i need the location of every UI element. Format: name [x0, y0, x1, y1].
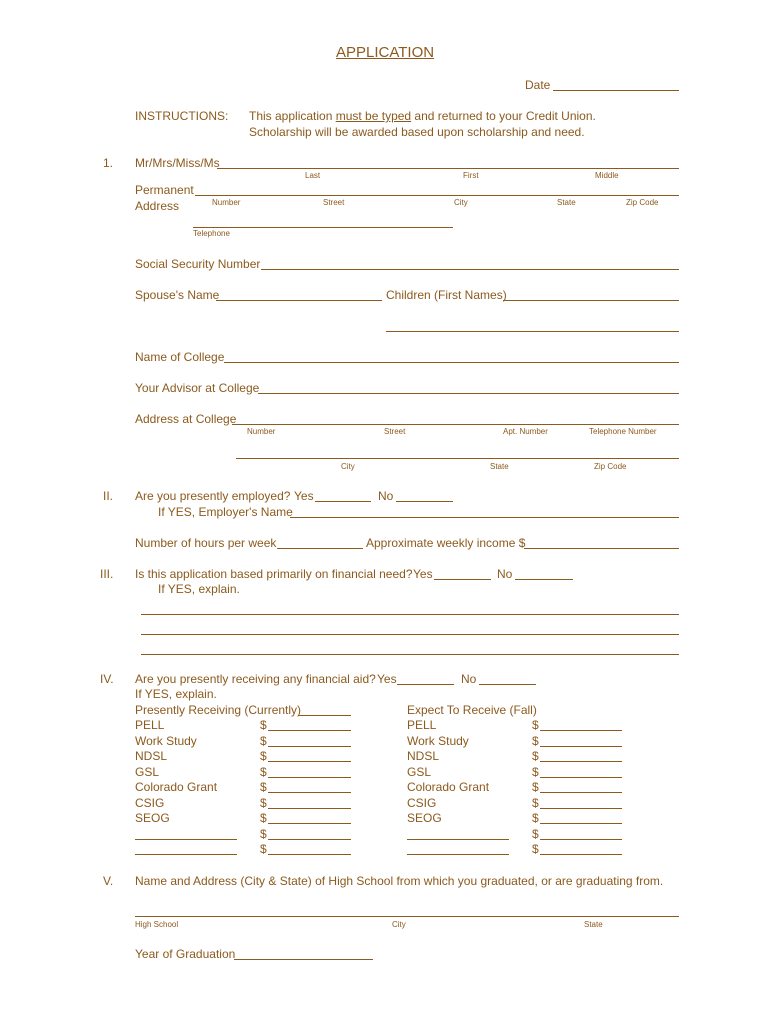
current-aid-dollar-sign: $	[260, 796, 267, 810]
section-2-number: II.	[103, 489, 114, 503]
children-field-2[interactable]	[386, 331, 679, 332]
expect-aid-amount-field[interactable]	[540, 730, 622, 731]
current-aid-dollar-sign: $	[260, 811, 267, 825]
expect-aid-dollar-sign: $	[532, 749, 539, 763]
hs-sub-state: State	[584, 920, 603, 929]
date-label: Date	[525, 78, 551, 92]
graduation-year-field[interactable]	[234, 959, 373, 960]
instructions-label: INSTRUCTIONS:	[135, 109, 229, 123]
current-aid-header-field[interactable]	[298, 715, 351, 716]
expect-aid-label: PELL	[407, 718, 437, 732]
current-aid-label: Work Study	[135, 734, 197, 748]
college-sub-number: Number	[247, 427, 276, 436]
current-aid-dollar-sign: $	[260, 734, 267, 748]
name-label: Mr/Mrs/Miss/Ms	[135, 156, 220, 170]
employer-label: If YES, Employer's Name	[158, 505, 293, 519]
instructions-line-1: This application must be typed and returned to your Credit Union.	[249, 109, 596, 123]
current-aid-amount-field[interactable]	[268, 839, 351, 840]
permanent-address-field[interactable]	[195, 195, 679, 196]
employed-question: Are you presently employed?	[135, 489, 291, 503]
need-question: Is this application based primarily on financial need?	[135, 567, 413, 581]
address-label: Address	[135, 199, 180, 213]
section-3-number: III.	[100, 567, 114, 581]
need-yes-label: Yes	[413, 567, 433, 581]
expect-aid-dollar-sign: $	[532, 765, 539, 779]
expect-aid-amount-field[interactable]	[540, 823, 622, 824]
advisor-field[interactable]	[258, 393, 679, 394]
need-explain-line-1[interactable]	[141, 614, 679, 615]
employed-no-label: No	[378, 489, 394, 503]
current-aid-dollar-sign: $	[260, 780, 267, 794]
expect-aid-header: Expect To Receive (Fall)	[407, 703, 537, 717]
page-title: APPLICATION	[336, 44, 435, 61]
telephone-label: Telephone	[193, 229, 230, 238]
expect-aid-amount-field[interactable]	[540, 854, 622, 855]
college-address-label: Address at College	[135, 412, 237, 426]
current-aid-other-name-field[interactable]	[135, 854, 237, 855]
college-field[interactable]	[224, 362, 679, 363]
perm-sub-state: State	[557, 198, 576, 207]
telephone-field[interactable]	[193, 227, 453, 228]
expect-aid-amount-field[interactable]	[540, 761, 622, 762]
name-sub-last: Last	[305, 171, 321, 180]
perm-sub-street: Street	[323, 198, 345, 207]
expect-aid-label: NDSL	[407, 749, 440, 763]
need-yes-field[interactable]	[434, 579, 491, 580]
perm-sub-zip: Zip Code	[626, 198, 659, 207]
need-explain-line-2[interactable]	[141, 634, 679, 635]
current-aid-header: Presently Receiving (Currently)	[135, 703, 302, 717]
current-aid-amount-field[interactable]	[268, 823, 351, 824]
section-4-number: IV.	[100, 672, 114, 686]
expect-aid-dollar-sign: $	[532, 811, 539, 825]
expect-aid-label: GSL	[407, 765, 432, 779]
college-sub-state: State	[490, 462, 509, 471]
ssn-label: Social Security Number	[135, 257, 261, 271]
aid-yes-field[interactable]	[397, 684, 454, 685]
expect-aid-dollar-sign: $	[532, 780, 539, 794]
hours-field[interactable]	[277, 548, 363, 549]
high-school-question: Name and Address (City & State) of High School from which you graduated, or are graduating from.	[135, 874, 664, 888]
date-field[interactable]	[553, 90, 679, 91]
need-no-label: No	[497, 567, 513, 581]
current-aid-amount-field[interactable]	[268, 730, 351, 731]
current-aid-amount-field[interactable]	[268, 761, 351, 762]
need-explain-line-3[interactable]	[141, 654, 679, 655]
expect-aid-other-name-field[interactable]	[407, 839, 509, 840]
current-aid-amount-field[interactable]	[268, 808, 351, 809]
expect-aid-other-name-field[interactable]	[407, 854, 509, 855]
expect-aid-amount-field[interactable]	[540, 792, 622, 793]
instructions-line-2: Scholarship will be awarded based upon scholarship and need.	[249, 125, 585, 139]
expect-aid-label: Work Study	[407, 734, 469, 748]
current-aid-other-name-field[interactable]	[135, 839, 237, 840]
current-aid-dollar-sign: $	[260, 749, 267, 763]
name-sub-middle: Middle	[595, 171, 619, 180]
perm-sub-city: City	[454, 198, 468, 207]
expect-aid-dollar-sign: $	[532, 718, 539, 732]
current-aid-label: PELL	[135, 718, 165, 732]
current-aid-dollar-sign: $	[260, 842, 267, 856]
current-aid-amount-field[interactable]	[268, 792, 351, 793]
college-sub-zip: Zip Code	[594, 462, 627, 471]
expect-aid-dollar-sign: $	[532, 796, 539, 810]
hs-sub-school: High School	[135, 920, 179, 929]
employed-yes-field[interactable]	[315, 501, 371, 502]
current-aid-amount-field[interactable]	[268, 746, 351, 747]
aid-yes-label: Yes	[377, 672, 397, 686]
employer-field[interactable]	[290, 517, 679, 518]
expect-aid-label: Colorado Grant	[407, 780, 490, 794]
hs-sub-city: City	[392, 920, 406, 929]
expect-aid-dollar-sign: $	[532, 734, 539, 748]
name-field[interactable]	[217, 168, 679, 169]
college-sub-street: Street	[384, 427, 406, 436]
aid-question: Are you presently receiving any financial aid?	[135, 672, 376, 686]
current-aid-label: Colorado Grant	[135, 780, 218, 794]
advisor-label: Your Advisor at College	[135, 381, 260, 395]
college-sub-city: City	[341, 462, 355, 471]
current-aid-label: NDSL	[135, 749, 168, 763]
expect-aid-label: SEOG	[407, 811, 442, 825]
aid-no-label: No	[461, 672, 477, 686]
income-label: Approximate weekly income $	[366, 536, 526, 550]
college-sub-telephone: Telephone Number	[589, 427, 657, 436]
employed-no-field[interactable]	[396, 501, 453, 502]
current-aid-dollar-sign: $	[260, 827, 267, 841]
employed-yes-label: Yes	[294, 489, 314, 503]
current-aid-dollar-sign: $	[260, 718, 267, 732]
expect-aid-amount-field[interactable]	[540, 777, 622, 778]
graduation-year-label: Year of Graduation	[135, 947, 236, 961]
expect-aid-label: CSIG	[407, 796, 437, 810]
name-sub-first: First	[463, 171, 479, 180]
ssn-field[interactable]	[261, 269, 679, 270]
aid-no-field[interactable]	[479, 684, 536, 685]
current-aid-label: GSL	[135, 765, 160, 779]
high-school-field[interactable]	[135, 916, 679, 917]
current-aid-amount-field[interactable]	[268, 854, 351, 855]
college-sub-apt: Apt. Number	[503, 427, 548, 436]
perm-sub-number: Number	[212, 198, 241, 207]
children-label: Children (First Names)	[386, 288, 507, 302]
expect-aid-amount-field[interactable]	[540, 839, 622, 840]
college-address-field[interactable]	[232, 424, 679, 425]
hours-label: Number of hours per week	[135, 536, 277, 550]
section-5-number: V.	[103, 874, 114, 888]
current-aid-label: SEOG	[135, 811, 170, 825]
spouse-label: Spouse's Name	[135, 288, 220, 302]
college-label: Name of College	[135, 350, 225, 364]
expect-aid-dollar-sign: $	[532, 827, 539, 841]
expect-aid-amount-field[interactable]	[540, 808, 622, 809]
need-no-field[interactable]	[515, 579, 573, 580]
permanent-label: Permanent	[135, 183, 194, 197]
income-field[interactable]	[524, 548, 679, 549]
aid-explain-label: If YES, explain.	[135, 687, 217, 701]
spouse-field[interactable]	[216, 300, 382, 301]
current-aid-amount-field[interactable]	[268, 777, 351, 778]
children-field[interactable]	[503, 300, 679, 301]
expect-aid-dollar-sign: $	[532, 842, 539, 856]
need-explain-label: If YES, explain.	[158, 582, 240, 596]
current-aid-label: CSIG	[135, 796, 165, 810]
college-address-field-2[interactable]	[236, 458, 679, 459]
expect-aid-amount-field[interactable]	[540, 746, 622, 747]
section-1-number: 1.	[103, 156, 114, 170]
current-aid-dollar-sign: $	[260, 765, 267, 779]
